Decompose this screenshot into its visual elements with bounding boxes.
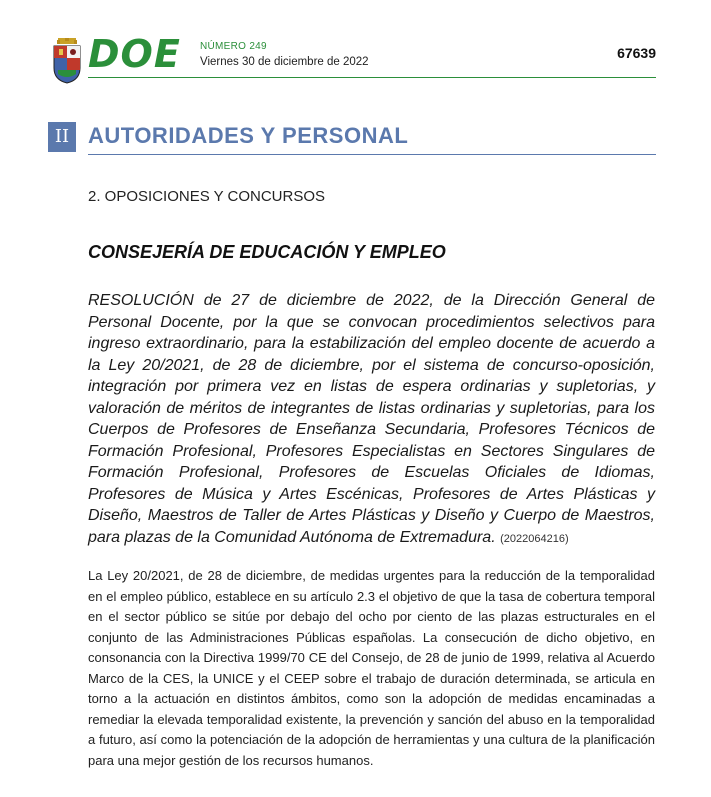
section-title: AUTORIDADES Y PERSONAL xyxy=(88,123,409,148)
section-heading xyxy=(48,122,656,158)
coat-of-arms-icon xyxy=(52,38,82,84)
resolution-reference: (2022064216) xyxy=(500,532,569,545)
doe-logo: DOE xyxy=(88,32,181,76)
header-divider xyxy=(88,77,656,78)
resolution-summary xyxy=(88,290,655,550)
section-numeral-badge: II xyxy=(48,122,76,152)
subsection-title: 2. OPOSICIONES Y CONCURSOS xyxy=(88,188,326,205)
resolution-text: RESOLUCIÓN de 27 de diciembre de 2022, de la Dirección General de Personal Docente, por la que se convocan procedimientos selectivos para ingreso extraordinario, para la estabilización del empleo docente de acuerdo a la Ley 20/2021, de 28 de diciembre, por el sistema de concurso-oposición, integración por primera vez en listas de espera ordinarias y supletorias, y valoración de méritos de integrantes de listas ordinarias y supletorias, para los Cuerpos de Profesores de Enseñanza Secundaria, Profesores Técnicos de Formación Profesional, Profesores Especialistas en Sectores Singulares de Formación Profesional, Profesores de Escuelas Oficiales de Idiomas, Profesores de Música y Artes Escénicas, Profesores de Artes Plásticas y Diseño, Maestros de Taller de Artes Plásticas y Diseño y Cuerpo de Maestros, para plazas de la Comunidad Autónoma de Extremadura. xyxy=(88,292,655,546)
organism-title: CONSEJERÍA DE EDUCACIÓN Y EMPLEO xyxy=(88,242,446,262)
section-divider xyxy=(88,154,656,155)
issue-number: NÚMERO 249 xyxy=(200,41,267,52)
body-paragraph: La Ley 20/2021, de 28 de diciembre, de medidas urgentes para la reducción de la temporalidad en el empleo público, establece en su artículo 2.3 el objetivo de que la tasa de cobertura temporal en el sector público se sitúe por debajo del ocho por ciento de las plazas estructurales en el conjunto de las Administraciones Públicas españolas. La consecución de dicho objetivo, en consonancia con la Directiva 1999/70 CE del Consejo, de 28 de junio de 1999, relativa al Acuerdo Marco de la CES, la UNICE y el CEEP sobre el trabajo de duración determinada, se articula en torno a la actuación en distintos ámbitos, como son la adopción de medidas encaminadas a remediar la elevada temporalidad existente, la prevención y sanción del abuso en la temporalidad a futuro, así como la potenciación de la adopción de herramientas y una cultura de la planificación para una mejor gestión de los recursos humanos. xyxy=(88,568,655,768)
page-header xyxy=(0,0,711,100)
page-number: 67639 xyxy=(617,45,656,61)
issue-date: Viernes 30 de diciembre de 2022 xyxy=(200,56,369,68)
